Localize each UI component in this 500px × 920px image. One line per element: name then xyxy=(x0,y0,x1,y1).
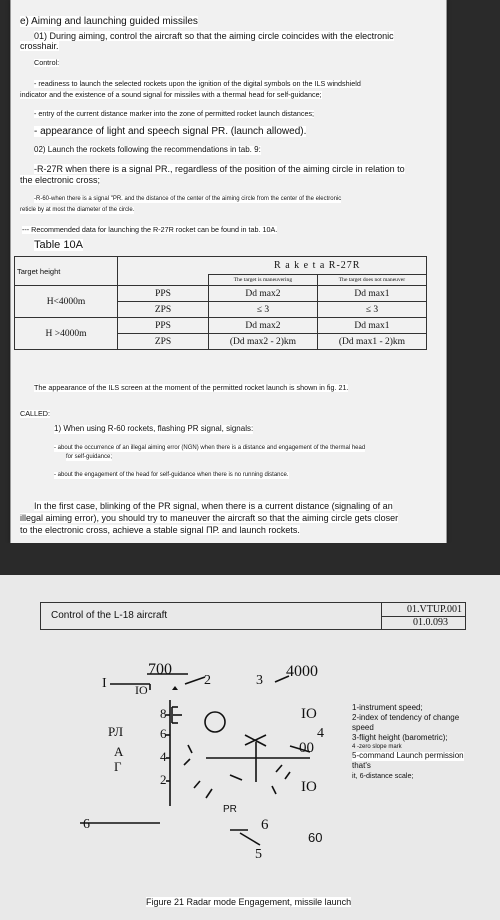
r27-rule: -R-27R when there is a signal PR., regardless of the position of the aiming circle in relation to xyxy=(34,164,405,174)
control-item-2: - entry of the current distance marker into the zone of permitted rocket launch distances; xyxy=(34,109,315,118)
paragraph-02: 02) Launch the rockets following the recommendations in tab. 9: xyxy=(34,145,261,154)
legend-line-7: that's xyxy=(352,761,371,770)
table-cell-mode: ZPS xyxy=(118,334,209,350)
ils-scale-8: 8 xyxy=(160,706,167,721)
table-cell-mode: PPS xyxy=(118,286,209,302)
tendency-index-icon xyxy=(172,686,178,690)
control-item-1: - readiness to launch the selected rockets upon the ignition of the digital symbols on the ILS windshield xyxy=(34,79,361,88)
legend-line-6: 5-command Launch permission xyxy=(352,751,464,760)
table-cell-maneuvering: (Dd max2 - 2)km xyxy=(209,334,318,350)
table-cell-not-maneuver: Dd max1 xyxy=(317,286,426,302)
callout-2: 2 xyxy=(204,673,211,688)
table-cell-maneuvering: ≤ 3 xyxy=(209,302,318,318)
table-header-spacer xyxy=(118,257,209,286)
ils-scale-4: 4 xyxy=(160,749,167,764)
final-paragraph-line3: to the electronic cross, achieve a stable signal ПР. and launch rockets. xyxy=(20,525,300,535)
ils-height: 4000 xyxy=(286,663,318,680)
called-item-1b: - about the engagement of the head for self-guidance when there is no running distance. xyxy=(54,472,289,478)
section-title: e) Aiming and launching guided missiles xyxy=(20,16,198,27)
table-cell-mode: PPS xyxy=(118,318,209,334)
legend-line-1: 1-instrument speed; xyxy=(352,703,423,712)
header-code-2: 01.0.093 xyxy=(413,617,448,628)
aiming-circle xyxy=(205,712,225,732)
legend-line-2: 2-index of tendency of change xyxy=(352,713,460,722)
ils-scale-top: IO xyxy=(135,683,148,697)
table-cell-not-maneuver: (Dd max1 - 2)km xyxy=(317,334,426,350)
ils-pl: РЛ xyxy=(108,724,124,739)
ils-screen-diagram xyxy=(80,660,340,870)
ils-right-io-1: IO xyxy=(301,706,317,722)
ils-speed: 700 xyxy=(148,661,172,678)
r27-rule-cont: the electronic cross; xyxy=(20,175,101,185)
table-header-raketa: R a k e t a R-27R xyxy=(209,257,427,275)
final-paragraph-line2: illegal aiming error), you should try to maneuver the aircraft so that the aiming circle gets closer xyxy=(20,513,399,523)
called-item-1: 1) When using R-60 rockets, flashing PR signal, signals: xyxy=(54,424,254,433)
table-subheader-not-maneuver: The target does not maneuver xyxy=(317,275,426,286)
ils-distance: 6 xyxy=(261,817,269,833)
page-header-box xyxy=(40,602,466,630)
legend-line-5: 4 -zero slope mark xyxy=(352,744,402,750)
final-paragraph: In the first case, blinking of the PR signal, when there is a current distance (signaling of an xyxy=(34,501,393,511)
table-cell-not-maneuver: ≤ 3 xyxy=(317,302,426,318)
page-gap xyxy=(0,543,500,575)
table-header-target-height: Target height xyxy=(15,257,118,286)
paragraph-01: 01) During aiming, control the aircraft so that the aiming circle coincides with the electronic xyxy=(34,31,394,41)
called-item-1a: - about the occurrence of an illegal aiming error (NGN) when there is a distance and engagement of the thermal head xyxy=(54,445,366,451)
callout-6: 6 xyxy=(83,817,90,832)
tendency-callout-line xyxy=(185,677,205,684)
ils-a: А xyxy=(114,744,124,759)
ils-bottom-right: 60 xyxy=(308,830,323,845)
ils-scale-6: 6 xyxy=(160,726,167,741)
header-title: Control of the L-18 aircraft xyxy=(51,610,168,621)
table-title: Table 10A xyxy=(34,239,83,251)
called-item-1a-cont: for self-guidance; xyxy=(66,454,113,460)
launch-callout-line xyxy=(240,833,260,845)
ils-g: Г xyxy=(114,759,122,774)
r60-rule-cont: reticle by at most the diameter of the circle. xyxy=(20,207,135,213)
ils-pr: PR xyxy=(223,804,237,815)
legend-line-3: speed xyxy=(352,723,374,732)
control-label: Control: xyxy=(34,58,60,67)
called-label: CALLED: xyxy=(20,409,50,418)
table-cell-mode: ZPS xyxy=(118,302,209,318)
table-cell-maneuvering: Dd max2 xyxy=(209,318,318,334)
r60-rule: -R-60-when there is a signal "PR. and the distance of the center of the aiming circle from the center of the electronic xyxy=(34,196,342,202)
figure-caption: Figure 21 Radar mode Engagement, missile launch xyxy=(146,897,352,907)
table-cell-maneuvering: Dd max2 xyxy=(209,286,318,302)
recommended-note: --- Recommended data for launching the R-27R rocket can be found in tab. 10A. xyxy=(22,225,278,234)
callout-5: 5 xyxy=(255,847,262,862)
ils-reference: The appearance of the ILS screen at the moment of the permitted rocket launch is shown in fig. 21. xyxy=(34,383,349,392)
control-item-1-cont: indicator and the existence of a sound signal for missiles with a thermal head for self-guidance; xyxy=(20,90,322,99)
table-10a xyxy=(14,256,427,350)
ils-scale-2: 2 xyxy=(160,772,167,787)
table-cell-height: H<4000m xyxy=(15,286,118,318)
header-title-cell xyxy=(41,603,382,629)
legend-line-8: it, 6-distance scale; xyxy=(352,771,414,780)
control-item-3: - appearance of light and speech signal PR. (launch allowed). xyxy=(34,126,307,137)
ils-right-00: 00 xyxy=(299,740,314,756)
paragraph-01-cont: crosshair. xyxy=(20,41,59,51)
callout-3: 3 xyxy=(256,673,263,688)
header-code-1: 01.VTUP.001 xyxy=(407,604,463,615)
table-subheader-maneuvering: The target is maneuvering xyxy=(209,275,318,286)
callout-4: 4 xyxy=(317,726,324,741)
legend-line-4: 3-flight height (barometric); xyxy=(352,733,448,742)
table-cell-height: H >4000m xyxy=(15,318,118,350)
table-cell-not-maneuver: Dd max1 xyxy=(317,318,426,334)
ils-right-io-2: IO xyxy=(301,779,317,795)
callout-1: I xyxy=(102,676,107,691)
